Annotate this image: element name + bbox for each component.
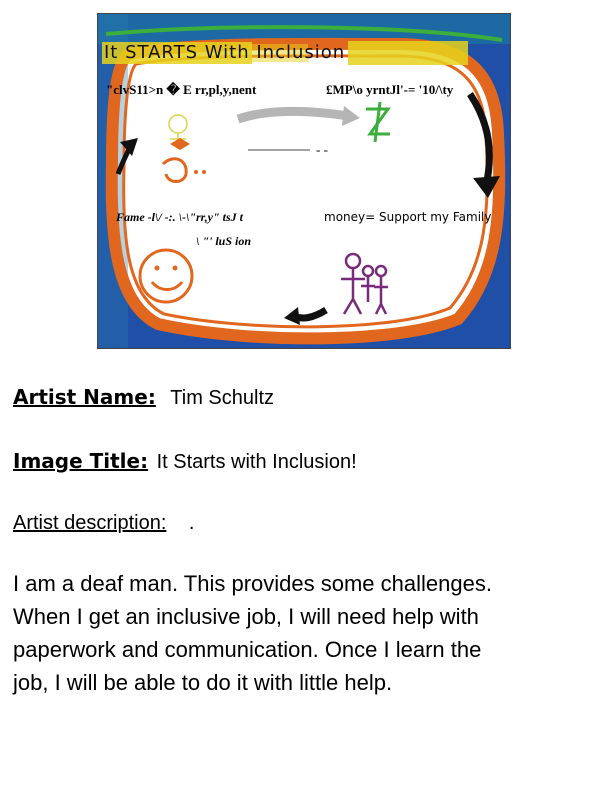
artwork-image <box>97 13 511 349</box>
artist-name-row <box>13 385 274 410</box>
artwork-title-text: It STARTS With Inclusion <box>104 42 346 63</box>
artwork-drawing <box>98 14 511 349</box>
description-line: job, I will be able to do it with little help. <box>13 670 393 695</box>
artwork-ocr-line1b: £MP\o yrntJl'-= '10/\ty <box>326 82 454 97</box>
artist-description-label: Artist description: <box>13 512 167 534</box>
artwork-ocr-line3: \ "' luS ion <box>196 234 252 248</box>
description-line: paperwork and communication. Once I learn the <box>13 637 482 662</box>
artist-description-row <box>13 512 194 535</box>
description-line: I am a deaf man. This provides some challenges. <box>13 571 492 596</box>
image-title-row <box>13 449 357 474</box>
artist-description-tail: . <box>188 512 195 534</box>
artist-description-text <box>13 567 603 699</box>
artwork-ocr-dash: - - <box>316 142 328 157</box>
artist-name-value: Tim Schultz <box>170 387 275 409</box>
artwork-ocr-line2: Fame -l\/ -:. \-\"rr,y" tsJ t <box>116 210 243 224</box>
artwork-ocr-line1: "clvS11>n � E rr,pl,y,nent <box>106 82 257 97</box>
artwork-money-text: money= Support my Family <box>324 210 492 224</box>
image-title-label: Image Title: <box>13 449 149 473</box>
image-title-value: It Starts with Inclusion! <box>156 451 357 473</box>
description-line: When I get an inclusive job, I will need help with <box>13 604 479 629</box>
artist-name-label: Artist Name: <box>13 385 156 409</box>
